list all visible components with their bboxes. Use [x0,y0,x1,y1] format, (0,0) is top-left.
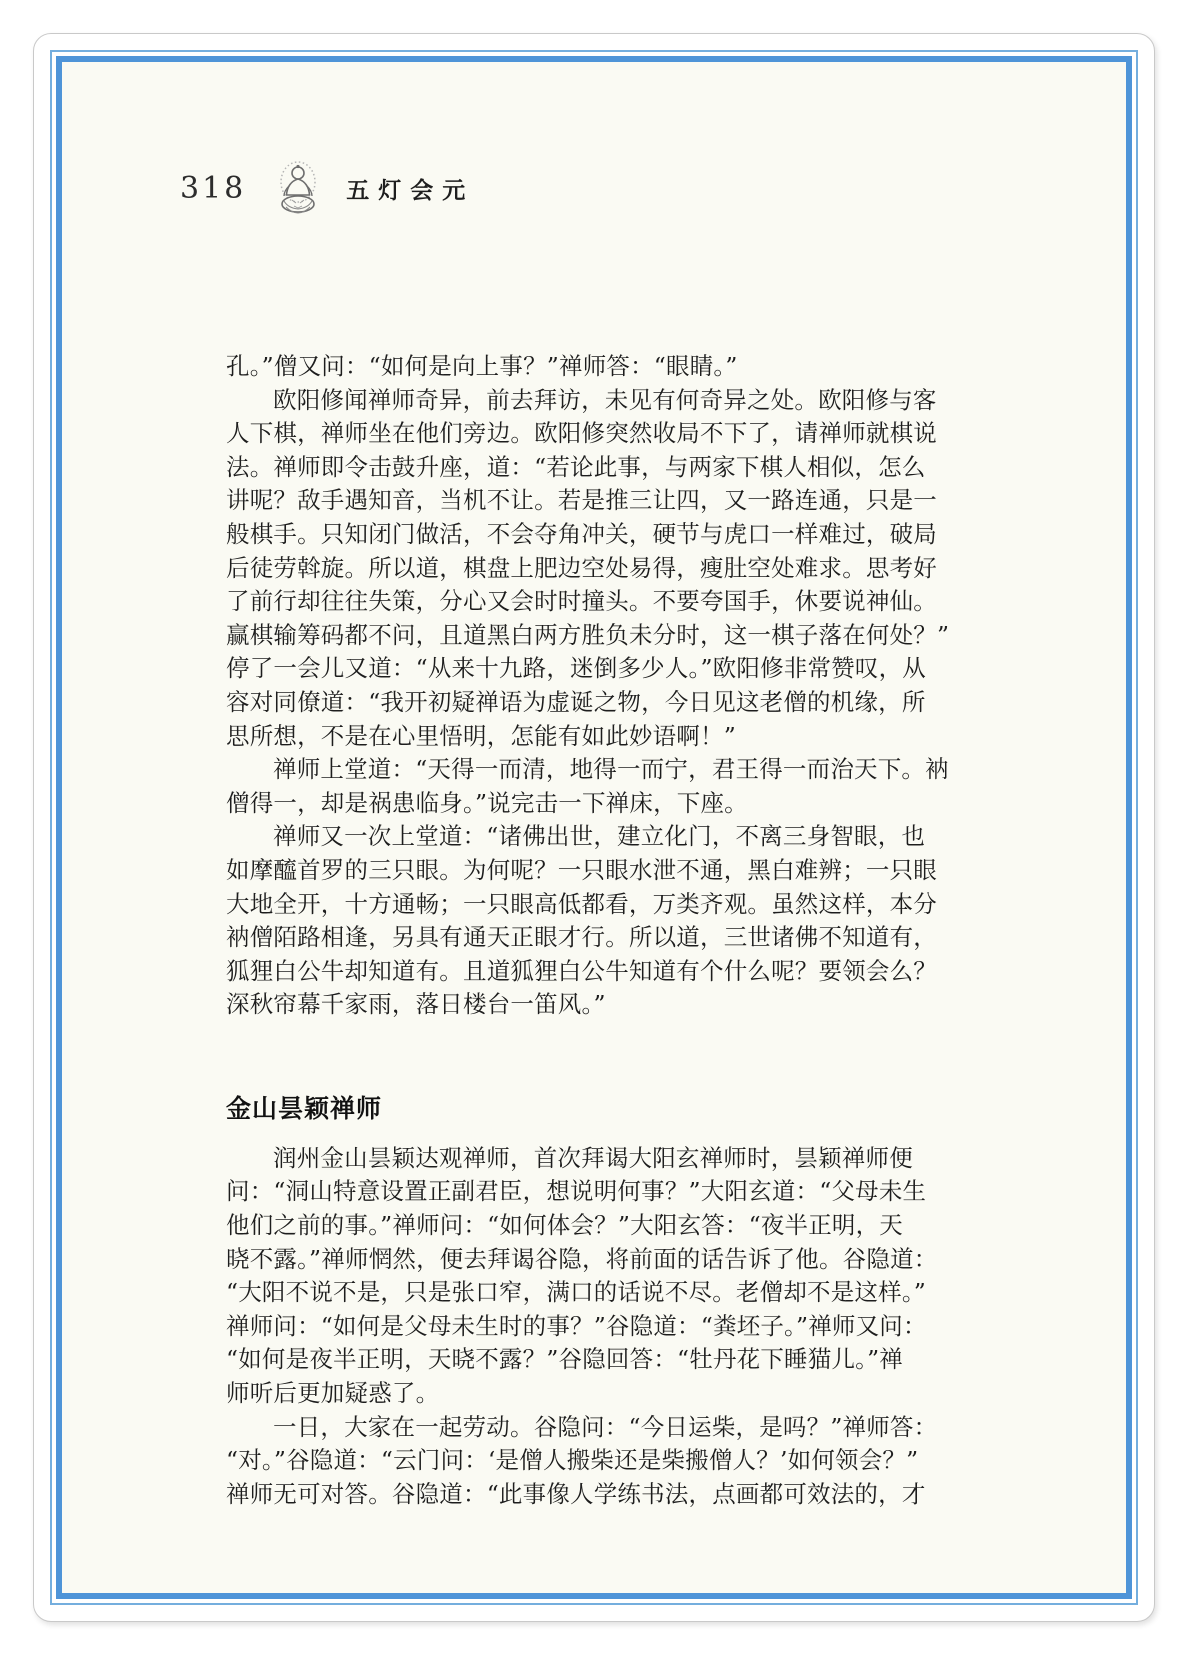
text-line: 人下棋，禅师坐在他们旁边。欧阳修突然收局不下了，请禅师就棋说 [226,419,937,448]
text-line: 衲僧陌路相逢，另具有通天正眼才行。所以道，三世诸佛不知道有， [226,923,937,952]
text-line: 禅师问：“如何是父母未生时的事？”谷隐道：“粪坯子。”禅师又问： [226,1311,927,1340]
text-line: “对。”谷隐道：“云门问：‘是僧人搬柴还是柴搬僧人？’如何领会？” [226,1446,919,1475]
text-line: 一日，大家在一起劳动。谷隐问：“今日运柴，是吗？”禅师答： [273,1412,938,1441]
text-line: 了前行却往往失策，分心又会时时撞头。不要夸国手，休要说神仙。 [226,587,937,616]
text-line: 讲呢？敌手遇知音，当机不让。若是推三让四，又一路连通，只是一 [226,486,937,515]
text-line: 停了一会儿又道：“从来十九路，迷倒多少人。”欧阳修非常赞叹，从 [226,654,926,683]
text-line: 思所想，不是在心里悟明，怎能有如此妙语啊！” [226,721,736,750]
text-line: 般棋手。只知闭门做活，不会夺角冲关，硬节与虎口一样难过，破局 [226,519,937,548]
text-line: 如摩醯首罗的三只眼。为何呢？一只眼水泄不通，黑白难辨；一只眼 [226,855,937,884]
page-border-outer [50,50,1138,1605]
text-line: 赢棋输筹码都不问，且道黑白两方胜负未分时，这一棋子落在何处？” [226,620,950,649]
page-border-inner [56,56,1132,1599]
text-line: 孔。”僧又问：“如何是向上事？”禅师答：“眼睛。” [226,352,738,380]
text-line: 深秋帘幕千家雨，落日楼台一笛风。” [226,990,606,1019]
body-text [226,350,971,1511]
text-line: 后徒劳斡旋。所以道，棋盘上肥边空处易得，瘦肚空处难求。思考好 [226,553,937,582]
text-line: “如何是夜半正明，天晓不露？”谷隐回答：“牡丹花下睡猫儿。”禅 [226,1345,904,1374]
text-line: 问：“洞山特意设置正副君臣，想说明何事？”大阳玄道：“父母未生 [226,1177,927,1206]
text-line: 大地全开，十方通畅；一只眼高低都看，万类齐观。虽然这样，本分 [226,889,937,918]
text-line: 晓不露。”禅师惘然，便去拜谒谷隐，将前面的话告诉了他。谷隐道： [226,1244,938,1273]
text-line: 师听后更加疑惑了。 [226,1379,440,1408]
text-line: 欧阳修闻禅师奇异，前去拜访，未见有何奇异之处。欧阳修与客 [273,385,937,414]
text-line: “大阳不说不是，只是张口窄，满口的话说不尽。老僧却不是这样。” [226,1278,926,1307]
text-line: 僧得一，却是祸患临身。”说完击一下禅床，下座。 [226,788,748,817]
text-line: 容对同僚道：“我开初疑禅语为虚诞之物，今日见这老僧的机缘，所 [226,687,926,716]
page-content [62,62,1126,1593]
text-line: 禅师无可对答。谷隐道：“此事像人学练书法，点画都可效法的，才 [226,1479,926,1508]
text-line: 禅师又一次上堂道：“诸佛出世，建立化门，不离三身智眼，也 [273,822,926,851]
buddha-icon [272,158,324,218]
text-line: 法。禅师即令击鼓升座，道：“若论此事，与两家下棋人相似，怎么 [226,452,926,481]
text-line: 润州金山昙颖达观禅师，首次拜谒大阳玄禅师时，昙颖禅师便 [273,1143,913,1172]
text-line: 狐狸白公牛却知道有。且道狐狸白公牛知道有个什么呢？要领会么？ [226,956,937,985]
text-line: 禅师上堂道：“天得一而清，地得一而宁，君王得一而治天下。衲 [273,755,949,784]
section-heading: 金山昙颖禅师 [226,1093,383,1123]
page-header [180,157,474,219]
page-number: 318 [180,170,247,206]
page-card [33,33,1155,1622]
text-line: 他们之前的事。”禅师问：“如何体会？”大阳玄答：“夜半正明，天 [226,1211,904,1240]
book-title: 五灯会元 [346,177,475,204]
